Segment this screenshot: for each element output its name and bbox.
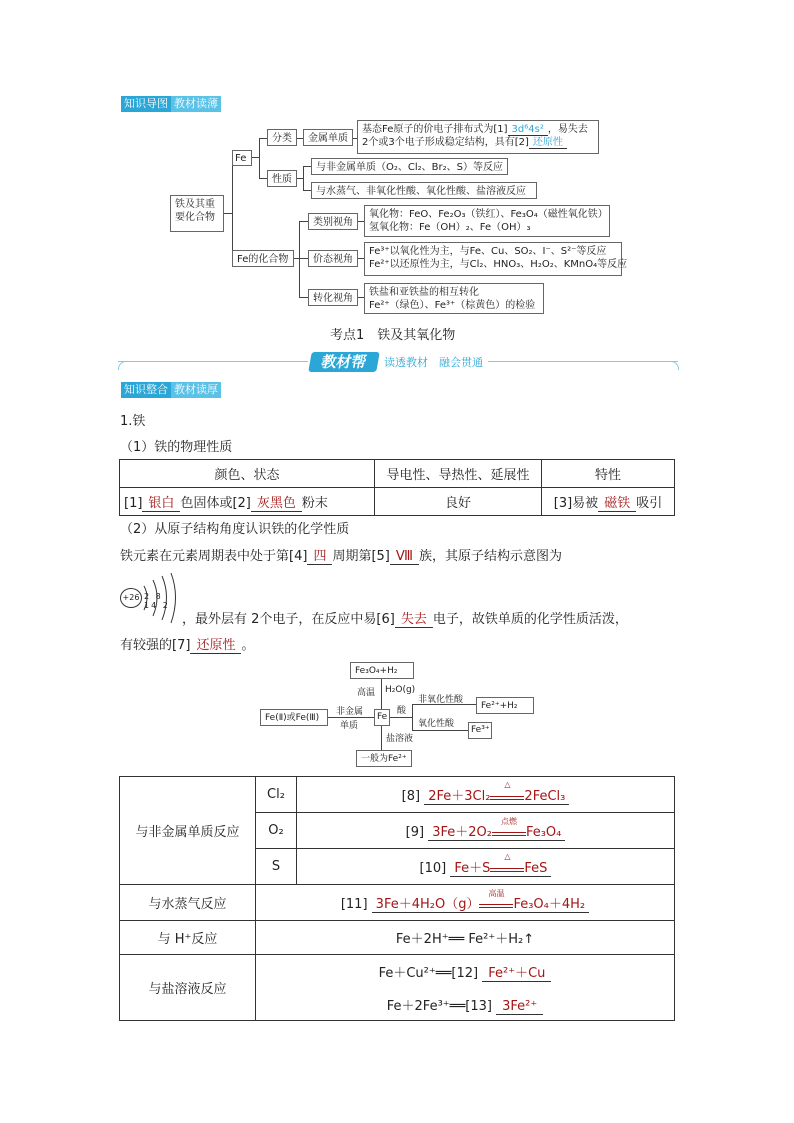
blank-2-num: [2] xyxy=(232,496,251,511)
answer-8 xyxy=(424,780,569,805)
blank-3-text: [3]易被 xyxy=(553,496,599,511)
valence-desc-1: Fe³⁺以氧化性为主，与Fe、Cu、SO₂、I⁻、S²⁻等反应 xyxy=(369,246,607,257)
cond-11: 高温 xyxy=(488,889,505,898)
answer-6: 失去 xyxy=(395,612,433,628)
p1-text-3: 族，其原子结构示意图为 xyxy=(419,549,563,564)
shell-electrons: 2 8 14 2 xyxy=(144,592,170,610)
flow-left-cond-2: 单质 xyxy=(340,721,359,731)
blank-11-num: [11] xyxy=(340,897,368,912)
blank-5-num: [5] xyxy=(371,549,390,564)
paragraph-periodic xyxy=(120,545,562,564)
reaction-11 xyxy=(256,885,675,921)
blank-4-num: [4] xyxy=(289,549,308,564)
mindmap-fe: Fe xyxy=(232,150,252,166)
answer-9 xyxy=(428,817,565,841)
atom-structure-diagram xyxy=(120,572,180,624)
conversion-desc-2: Fe²⁺（绿色）、Fe³⁺（棕黄色）的检验 xyxy=(369,300,536,311)
metal-desc-3: 2个或3个电子形成稳定结构，具有 xyxy=(362,137,515,148)
mindmap-compounds: Fe的化合物 xyxy=(232,250,294,267)
text-3: 吸引 xyxy=(636,496,663,511)
mindmap-root xyxy=(170,195,224,232)
reagent-cl2: Cl₂ xyxy=(256,777,297,813)
mindmap-conversion-view: 转化视角 xyxy=(308,289,358,306)
blank-2-num: [2] xyxy=(514,137,529,148)
root-line-1: 铁及其重 xyxy=(175,199,215,210)
reaction-salt xyxy=(256,955,675,1021)
p1-text-2: 周期第 xyxy=(332,549,372,564)
reaction-8 xyxy=(297,777,675,813)
section-title: 考点1 铁及其氧化物 xyxy=(330,328,456,343)
group-steam: 与水蒸气反应 xyxy=(120,885,256,921)
answer-11-right: Fe₃O₄＋4H₂ xyxy=(513,897,586,912)
answer-4: 四 xyxy=(307,549,332,565)
mindmap-conversion-desc xyxy=(364,283,544,314)
mindmap-metal: 金属单质 xyxy=(303,129,353,146)
p2-text-2: 电子，故铁单质的化学性质活泼， xyxy=(432,612,628,627)
answer-9-left: 3Fe＋2O₂ xyxy=(432,825,492,840)
cond-9: 点燃 xyxy=(500,817,517,826)
category-desc-2: 氢氧化物：Fe（OH）₂、Fe（OH）₃ xyxy=(369,222,531,233)
flow-left: Fe(Ⅱ)或Fe(Ⅲ) xyxy=(260,709,328,726)
flow-r2-cond: 氧化性酸 xyxy=(418,719,455,729)
header-feature: 特性 xyxy=(542,460,675,488)
answer-7: 还原性 xyxy=(190,638,241,654)
heading-chemical: （2）从原子结构角度认识铁的化学性质 xyxy=(120,522,350,537)
text-2: 粉末 xyxy=(301,496,328,511)
blank-10-num: [10] xyxy=(419,861,447,876)
paragraph-outer-shell xyxy=(182,608,628,627)
blank-1-answer: 3d⁶4s² xyxy=(508,124,548,136)
banner-subtitle: 读透教材 融会贯通 xyxy=(384,356,483,369)
answer-11 xyxy=(372,889,589,913)
flow-r1-cond: 非氧化性酸 xyxy=(418,695,464,705)
category-desc-1: 氧化物：FeO、Fe₂O₃（铁红）、Fe₃O₄（磁性氧化铁） xyxy=(369,209,608,220)
physical-properties-table xyxy=(119,459,675,516)
mindmap-category-view: 类别视角 xyxy=(308,213,358,230)
metal-desc-2: ，易失去 xyxy=(547,124,588,135)
knowledge-integration-tag xyxy=(118,382,224,398)
cond-10: △ xyxy=(504,852,511,861)
heading-iron: 1.铁 xyxy=(120,414,146,429)
blank-13-num: [13] xyxy=(465,998,492,1014)
group-nonmetal: 与非金属单质反应 xyxy=(120,777,256,885)
chemical-properties-table xyxy=(119,776,675,1021)
reaction-13 xyxy=(257,995,673,1014)
answer-11-left: 3Fe＋4H₂O（g） xyxy=(375,897,480,912)
blank-1-num: [1] xyxy=(124,496,143,511)
flow-bottom-cond: 盐溶液 xyxy=(386,734,414,744)
flow-r1: Fe²⁺+H₂ xyxy=(476,697,534,714)
reagent-o2: O₂ xyxy=(256,813,297,849)
reaction-9 xyxy=(297,813,675,849)
blank-2-answer: 还原性 xyxy=(529,137,567,149)
flow-left-cond-1: 非金属 xyxy=(336,707,364,717)
flow-top-cond-1: 高温 xyxy=(357,688,376,698)
reaction-12 xyxy=(257,962,673,981)
mindmap-category-desc xyxy=(364,205,610,237)
tag-part-b: 教材读薄 xyxy=(171,96,221,112)
p3-text-1: 有较强的 xyxy=(120,638,173,653)
answer-5: Ⅷ xyxy=(390,549,419,565)
header-color-state: 颜色、状态 xyxy=(120,460,375,488)
blank-8-num: [8] xyxy=(401,789,421,804)
reaction-10 xyxy=(297,849,675,885)
reaction-h: Fe＋2H⁺══ Fe²⁺＋H₂↑ xyxy=(256,921,675,955)
mindmap-prop-1: 与非金属单质（O₂、Cl₂、Br₂、S）等反应 xyxy=(311,158,508,175)
mindmap-properties: 性质 xyxy=(267,170,297,187)
answer-13: 3Fe²⁺ xyxy=(496,999,543,1015)
mindmap-prop-2: 与水蒸气、非氧化性酸、氧化性酸、盐溶液反应 xyxy=(311,182,537,199)
mindmap-metal-desc xyxy=(357,120,599,154)
reagent-s: S xyxy=(256,849,297,885)
cu-eq: Fe＋Cu²⁺══ xyxy=(378,965,452,981)
cell-conductivity: 良好 xyxy=(375,488,542,516)
heading-physical: （1）铁的物理性质 xyxy=(120,440,233,455)
mindmap-valence-view: 价态视角 xyxy=(308,250,358,267)
answer-2: 灰黑色 xyxy=(251,496,302,512)
flow-top: Fe₃O₄+H₂ xyxy=(350,662,414,679)
answer-12: Fe²⁺＋Cu xyxy=(482,966,551,982)
flow-r2: Fe³⁺ xyxy=(468,722,492,739)
conversion-desc-1: 铁盐和亚铁盐的相互转化 xyxy=(369,287,479,298)
answer-3: 磁铁 xyxy=(598,496,636,512)
blank-12-num: [12] xyxy=(451,965,479,981)
mindmap-classification: 分类 xyxy=(267,129,297,146)
fe3-eq: Fe＋2Fe³⁺══ xyxy=(386,998,466,1014)
answer-9-right: Fe₃O₄ xyxy=(525,825,562,840)
answer-1: 银白 xyxy=(142,496,180,512)
cond-8: △ xyxy=(504,780,511,789)
mindmap-valence-desc xyxy=(364,242,628,276)
header-conductivity: 导电性、导热性、延展性 xyxy=(375,460,542,488)
group-acid: 与 H⁺反应 xyxy=(120,921,256,955)
p2-text-1: ，最外层有 2个电子，在反应中易 xyxy=(182,612,377,627)
blank-9-num: [9] xyxy=(405,825,425,840)
answer-8-right: 2FeCl₃ xyxy=(524,789,566,804)
tag2-part-b: 教材读厚 xyxy=(171,382,221,398)
metal-desc-1: 基态Fe原子的价电子排布式为 xyxy=(362,124,494,135)
flow-bottom: 一般为Fe²⁺ xyxy=(356,750,412,767)
text-1: 色固体或 xyxy=(180,496,233,511)
tag-part-a: 知识导图 xyxy=(121,96,171,112)
answer-10 xyxy=(450,852,551,877)
answer-8-left: 2Fe＋3Cl₂ xyxy=(428,789,491,804)
answer-10-right: FeS xyxy=(524,861,548,876)
answer-10-left: Fe＋S xyxy=(454,861,491,876)
cell-color-state xyxy=(120,488,375,516)
blank-1-num: [1] xyxy=(493,124,508,135)
p3-text-2: 。 xyxy=(241,638,255,653)
blank-7-num: [7] xyxy=(172,638,191,653)
valence-desc-2: Fe²⁺以还原性为主，与Cl₂、HNO₃、H₂O₂、KMnO₄等反应 xyxy=(369,259,628,270)
knowledge-map-tag xyxy=(118,96,224,112)
flow-center: Fe xyxy=(374,709,390,726)
p1-text-1: 铁元素在元素周期表中处于第 xyxy=(120,549,290,564)
paragraph-reducibility xyxy=(120,634,254,653)
banner-title: 教材帮 xyxy=(308,352,380,372)
flow-acid: 酸 xyxy=(397,706,407,716)
atom-nucleus: +26 xyxy=(120,588,142,608)
blank-6-num: [6] xyxy=(376,612,395,627)
group-salt: 与盐溶液反应 xyxy=(120,955,256,1021)
cell-feature xyxy=(542,488,675,516)
flow-top-cond-2: H₂O(g) xyxy=(385,685,416,695)
tag2-part-a: 知识整合 xyxy=(121,382,171,398)
root-line-2: 要化合物 xyxy=(175,212,215,223)
